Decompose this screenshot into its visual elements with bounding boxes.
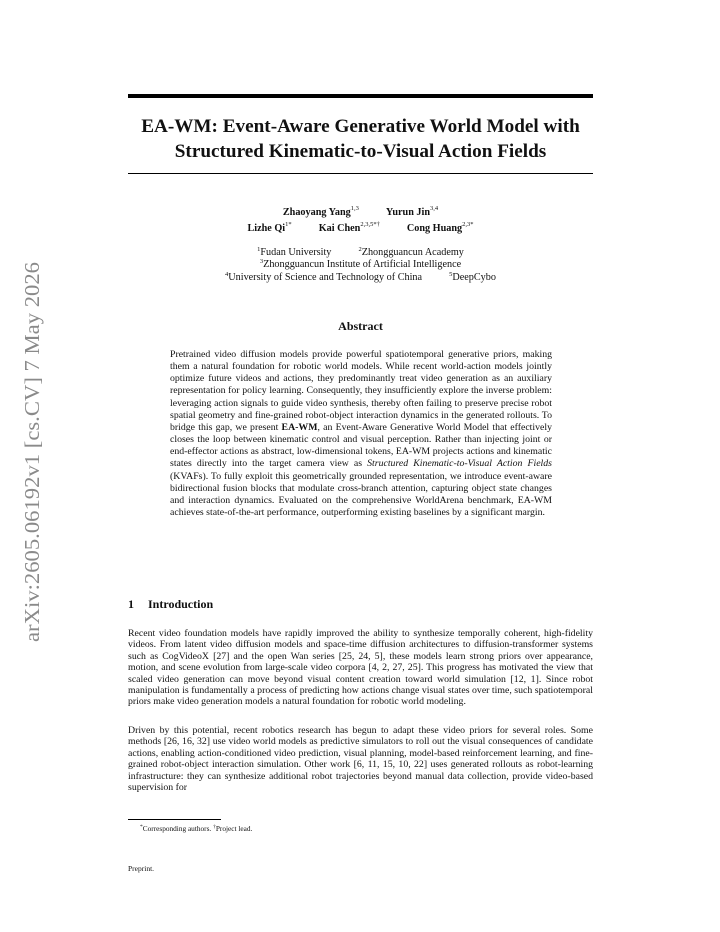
author-affiliation-mark: 3,4 bbox=[430, 205, 439, 212]
affiliation: Fudan University bbox=[260, 247, 332, 258]
kvaf-term-italic: Structured Kinematic-to-Visual Action Fields bbox=[367, 458, 552, 470]
footnote-text: Project lead. bbox=[215, 824, 253, 833]
affiliation-mark: 3 bbox=[259, 258, 264, 266]
affiliation-list bbox=[128, 247, 593, 284]
affiliation: University of Science and Technology of China bbox=[228, 271, 423, 283]
abstract-segment: Pretrained video diffusion models provide powerful spatiotemporal generative priors, making them a natural foundation for robotic world models. While recent world-action models jointly optimize future videos and actions, they predominantly treat video generation as an auxiliary representation for policy learning. Consequently, they insufficiently explore the inverse problem: leveraging action signals to guide video synthesis, thereby often failing to preserve precise robot spatial geometry and fine-grained robot-object interaction dynamics in the generated rollouts. To bridge this gap, we present bbox=[170, 349, 552, 433]
arxiv-identifier-svg bbox=[10, 262, 50, 642]
affiliation-mark: 1 bbox=[257, 246, 261, 253]
model-name-bold: EA-WM bbox=[281, 421, 318, 433]
author-affiliation-mark: 2,3,5*† bbox=[360, 221, 380, 228]
author-name: Zhaoyang Yang bbox=[282, 207, 351, 218]
author-name: Yurun Jin bbox=[385, 207, 430, 218]
abstract-segment: , an Event-Aware Generative World Model that effectively closes the loop between kinematic control and visual perception. Rather than injecting joint or end-effector actions as abstract, low-dimensional tokens, EA-WM projects actions and kinematic states directly into the target camera view as bbox=[170, 421, 552, 470]
affiliation-line-1 bbox=[128, 247, 593, 259]
author-name: Kai Chen bbox=[318, 223, 361, 234]
section-number: 1 bbox=[128, 597, 134, 611]
footnote bbox=[140, 824, 252, 833]
author-line-1 bbox=[128, 205, 593, 221]
author-list bbox=[128, 205, 593, 237]
footnote-mark: * bbox=[140, 824, 143, 830]
author-affiliation-mark: 2,3* bbox=[462, 221, 474, 228]
author-affiliation-mark: 1* bbox=[285, 221, 292, 228]
author-line-2 bbox=[128, 221, 593, 237]
footnote-mark: † bbox=[213, 824, 216, 830]
abstract-segment: (KVAFs). To fully exploit this geometrically grounded representation, we introduce event-aware bidirectional fusion blocks that modulate cross-branch attention, capturing object state changes and interaction dynamics. Evaluated on the comprehensive WorldArena benchmark, EA-WM achieves state-of-the-art performance, outperforming existing baselines by a significant margin. bbox=[170, 470, 552, 519]
title-line-1: EA-WM: Event-Aware Generative World Model with bbox=[141, 116, 580, 137]
affiliation: DeepCybo bbox=[452, 271, 496, 283]
title-top-rule bbox=[128, 94, 593, 98]
footnote-text: Corresponding authors. bbox=[142, 824, 214, 833]
arxiv-identifier-text: arXiv:2605.06192v1 [cs.CV] 7 May 2026 bbox=[20, 289, 44, 642]
affiliation-mark: 2 bbox=[358, 246, 362, 253]
affiliation: Zhongguancun Institute of Artificial Intelligence bbox=[263, 259, 462, 271]
affiliation: Zhongguancun Academy bbox=[361, 247, 464, 258]
author-affiliation-mark: 1,3 bbox=[350, 205, 359, 212]
title-bottom-rule bbox=[128, 173, 593, 174]
author-name: Cong Huang bbox=[406, 223, 463, 234]
affiliation-mark: 5 bbox=[449, 270, 453, 278]
paper-title bbox=[128, 114, 593, 164]
section-heading bbox=[128, 597, 213, 612]
abstract-text bbox=[170, 349, 552, 519]
affiliation-line-2 bbox=[128, 259, 593, 271]
body-paragraph: Recent video foundation models have rapidly improved the ability to synthesize temporally coherent, high-fidelity videos. From latent video diffusion models and space-time diffusion architectures to diffusion-transformer systems such as CogVideoX [27] and the open Wan series [25, 24, 5], these models learn strong priors over appearance, motion, and scene evolution from large-scale video corpora [4, 2, 27, 25]. This progress has motivated the view that scaled video generation can move beyond visual content creation toward world simulation [12, 1]. Since robot manipulation is fundamentally a process of predicting how actions change visual states over time, such spatiotemporal priors make video generation models a natural foundation for robotic world modeling. bbox=[128, 628, 593, 708]
title-line-2: Structured Kinematic-to-Visual Action Fields bbox=[174, 141, 547, 162]
affiliation-line-3 bbox=[128, 272, 593, 284]
preprint-label: Preprint. bbox=[128, 864, 155, 873]
abstract-heading: Abstract bbox=[338, 319, 383, 333]
section-title: Introduction bbox=[148, 597, 214, 611]
affiliation-mark: 4 bbox=[225, 270, 229, 278]
arxiv-identifier bbox=[10, 262, 50, 642]
footnote-rule bbox=[128, 819, 221, 820]
author-name: Lizhe Qi bbox=[247, 223, 286, 234]
body-paragraph: Driven by this potential, recent robotics research has begun to adapt these video priors for several roles. Some methods [26, 16, 32] use video world models as predictive simulators to roll out the visual consequences of candidate actions, enabling action-conditioned video prediction, visual planning, model-based reinforcement learning, and fine-grained robot-object interaction simulation. Other work [6, 11, 15, 10, 22] uses generated rollouts as robot-learning infrastructure: they can synthesize additional robot trajectories beyond manual data collection, provide video-based supervision for bbox=[128, 725, 593, 794]
